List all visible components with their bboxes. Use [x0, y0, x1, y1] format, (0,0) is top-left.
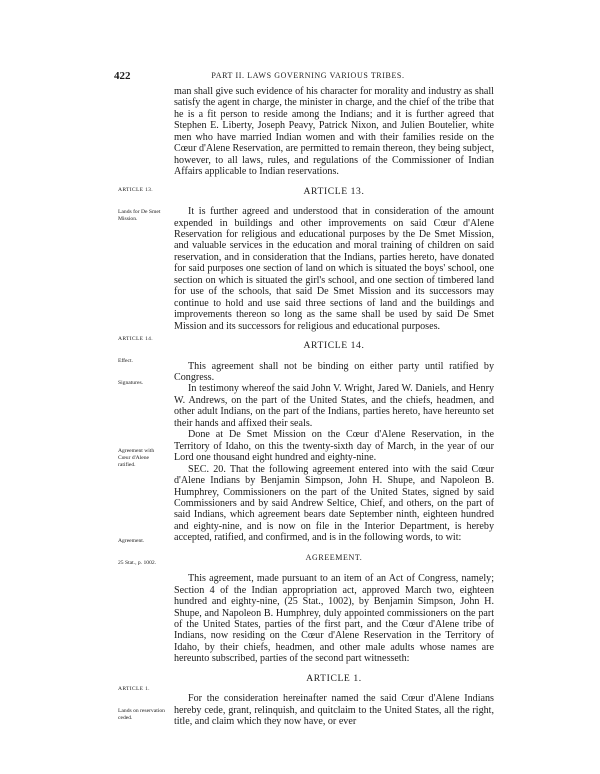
margin-note-effect: Effect.: [118, 358, 133, 364]
paragraph-agreement: This agreement, made pursuant to an item of an Act of Congress, namely; Section 4 of the Indian appropriation act, approved March two, eighteen hundred and eighty-nine, (25 Stat., 1002), by Benjamin Simpson, John H. Shupe, and Napoleon B. Humphrey, duly appointed commissioners on the part of the United States, parties of the first part, and the Cœur d'Alene tribe of Indians, now residing on the Cœur d'Alene Reservation in the Territory of Idaho, by their chiefs, headmen, and other male adults whose names are hereunto subscribed, parties of the second part witnesseth:: [174, 573, 494, 665]
page-number: 422: [114, 70, 131, 82]
paragraph-testimony: In testimony whereof the said John V. Wright, Jared W. Daniels, and Henry W. Andrews, on the part of the United States, and the chiefs, headmen, and other adult Indians, on the part of the Indians, parties hereto, have hereunto set their hands and affixed their seals.: [174, 383, 494, 429]
heading-agreement: AGREEMENT.: [305, 552, 363, 562]
paragraph-section-20: SEC. 20. That the following agreement entered into with the said Cœur d'Alene Indians by Benjamin Simpson, John H. Shupe, and Napoleon B. Humphrey, Commissioners on the part of the United States, signed by said Commissioners and by said Andrew Seltice, Chief, and others, on the part of said Indians, which agreement bears date September ninth, eighteen hundred and eighty-nine, and is now on file in the Interior Department, is hereby accepted, ratified, and confirmed, and is in the following words, to wit:: [174, 463, 494, 544]
margin-note-article-14: ARTICLE 14.: [118, 336, 153, 342]
paragraph-article-14: This agreement shall not be binding on either party until ratified by Congress.: [174, 360, 494, 383]
paragraph-article-13: It is further agreed and understood that in consideration of the amount expended in buildings and other improvements on said Cœur d'Alene Reservation for religious and educational purposes by the De Smet Mission, and valuable services in the education and moral training of children on said reservation, and in consideration that the Indians, parties hereto, have donated for said purposes one section of land on which is situated the boys' school, one section on which is situated the girl's school, and one section of timbered land for use of the schools, that said De Smet Mission and its successors may continue to hold and use said three sections of land and the buildings and improvements thereon so long as the same shall be used by said De Smet Mission and its successors for religious and educational purposes.: [174, 206, 494, 332]
page-header: [114, 70, 502, 84]
heading-article-13: ARTICLE 13.: [303, 185, 365, 197]
margin-note-de-smet-lands: Lands for De Smet Mission.: [118, 209, 161, 222]
body-text: [174, 86, 494, 728]
running-head: PART II. LAWS GOVERNING VARIOUS TRIBES.: [211, 71, 405, 80]
heading-article-1: ARTICLE 1.: [306, 672, 362, 684]
margin-note-agreement: Agreement.: [118, 538, 145, 544]
margin-note-lands-ceded: Lands on reservation ceded.: [118, 708, 165, 721]
margin-note-article-13: ARTICLE 13.: [118, 187, 153, 193]
heading-article-14: ARTICLE 14.: [303, 340, 365, 352]
margin-note-statute-citation: 25 Stat., p. 1002.: [118, 560, 157, 566]
paragraph-intro: man shall give such evidence of his character for morality and industry as shall satisfy the agent in charge, the minister in charge, and the chief of the tribe that he is a fit person to reside among the Indians; and it is further agreed that Stephen E. Liberty, Joseph Peavy, Patrick Nixon, and Julien Boutelier, white men who have married Indian women and with their families reside on the Cœur d'Alene Reservation, are permitted to remain thereon, they being subject, however, to all laws, rules, and regulations of the Commissioner of Indian Affairs applicable to Indian reservations.: [174, 86, 494, 178]
paragraph-article-1: For the consideration hereinafter named the said Cœur d'Alene Indians hereby cede, grant, relinquish, and quitclaim to the United States, all the right, title, and claim which they now have, or ever: [174, 693, 494, 728]
margin-note-signatures: Signatures.: [118, 380, 144, 386]
margin-note-agreement-ratified: Agreement with Cœur d'Alene ratified.: [118, 448, 155, 468]
margin-note-article-1: ARTICLE 1.: [118, 686, 150, 692]
paragraph-done-at: Done at De Smet Mission on the Cœur d'Alene Reservation, in the Territory of Idaho, on this the twenty-sixth day of March, in the year of our Lord one thousand eight hundred and eighty-nine.: [174, 429, 494, 464]
